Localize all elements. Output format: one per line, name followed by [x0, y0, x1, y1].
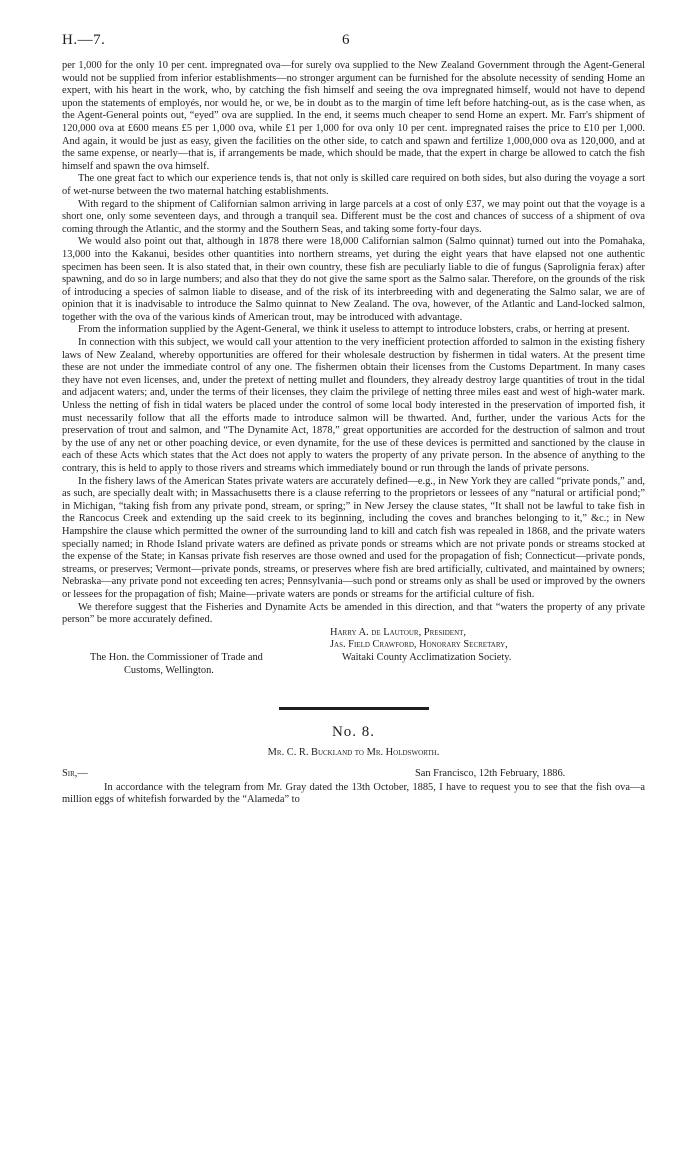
- document-reference: H.—7.: [62, 32, 106, 48]
- paragraph: per 1,000 for the only 10 per cent. impregnated ova—for surely ova supplied to the New Zealand Government through the Agent-General would not be supplied from inferior establishments—no stronger argument can be furnished for the absolute necessity of sending Home an expert, with his heart in the work, who, by catching the fish himself and seeing the ova impregnated himself, would not have to depend upon the statements of employés, nor would he, or we, be in doubt as to the margin of time left before hatching-out, as is the case when, as the Agent-General points out, “eyed” ova are supplied. In the end, it seems much cheaper to send Home an expert. Mr. Farr's shipment of 120,000 ova at £600 means £5 per 1,000 ova, while £1 per 1,000 for ova only 10 per cent. impregnated raises the price to £10 per 1,000. And again, it would be just as easy, given the facilities on the other side, to catch and spawn and fertilize 1,000,000 ova as 120,000, and at the same expense, or nearly—that is, if arrangements be made, which should be made, that the expert in charge be allowed to catch the fish himself and spawn the ova himself.: [62, 60, 645, 172]
- paragraph: With regard to the shipment of Californian salmon arriving in large parcels at a cost of only £37, we may point out that the voyage is a short one, only some seventeen days, and through a tranquil sea. Different must be the cost and chances of success of a shipment of ova coming through the Atlantic, and the stormy and the Southern Seas, and taking some forty-four days.: [62, 198, 645, 235]
- paragraph: In the fishery laws of the American States private waters are accurately defined—e.g., in New York they are called “private ponds,” and, as such, are specially dealt with; in Massachusetts there is a clause referring to the proprietors or lessees of any “natural or artificial pond;” in Michigan, “taking fish from any private pond, stream, or spring;” in New Jersey the clause states, “It shall not be lawful to take fish in the Rancocus Creek and extending up the said creek to its beginning, including the coves and branches belonging to it,” &c.; in New Hampshire the clause which permitted the owner of the surrounding land to kill and catch fish was repealed in 1868, and the private waters specially named; in Rhode Island private waters are defined as private ponds or streams which are not private ponds or streams stocked at the expense of the State; in Kansas private fish reserves are those owned and used for the propagation of fish; Connecticut—private ponds, streams, or preserves; Vermont—private ponds, streams, or preserves where fish are bred artificially, cultivated, and maintained by owners; Nebraska—any private pond not exceeding ten acres; Pennsylvania—such pond or streams only as shall be used or improved by the owners or lessees for the propagation of fish; Maine—private waters are ponds or streams for the artificial culture of fish.: [62, 475, 645, 600]
- correspondence-heading: Mr. C. R. Buckland to Mr. Holdsworth.: [267, 746, 440, 758]
- page-number: 6: [342, 32, 350, 48]
- salutation: Sir,—: [62, 767, 88, 779]
- letter-body: [62, 782, 645, 807]
- society-name: Waitaki County Acclimatization Society.: [342, 651, 512, 663]
- paragraph: From the information supplied by the Agent-General, we think it useless to attempt to introduce lobsters, crabs, or herring at present.: [78, 324, 630, 336]
- paragraph: The one great fact to which our experience tends is, that not only is skilled care required on both sides, but also during the voyage a sort of wet-nurse between the two maternal hatching establishments.: [62, 173, 645, 197]
- paragraph: In connection with this subject, we would call your attention to the very inefficient protection afforded to salmon in the existing fishery laws of New Zealand, whereby opportunities are offered for their wholesale destruction by fishermen in tidal waters. At the present time these are not under the immediate control of any one. The fishermen obtain their licenses from the Customs Department. In many cases they have not even licenses, and, under the pretext of netting mullet and flounders, they already destroy large quantities of trout in the tidal and adjacent waters; and, under the terms of their licenses, they claim the privilege of netting three miles east and west of high-water mark. Unless the netting of fish in tidal waters be placed under the control of some local body interested in the preservation of imported fish, it must necessarily follow that all the efforts made to introduce salmon will be thwarted. And, further, under the various Acts for the preservation of trout and salmon, and “The Dynamite Act, 1878,” great opportunities are accorded for the destruction of salmon and trout by the use of any net or other poaching device, or even dynamite, for the use of these devices is permitted and sanctioned by the clause in each of these Acts which states that the Act does not apply to waters the property of any private person. In the absence of anything to the contrary, this is held to apply to those rivers and streams which immediately bound or run through the lands of private persons.: [62, 337, 645, 474]
- paragraph: We therefore suggest that the Fisheries and Dynamite Acts be amended in this direction, and that “waters the property of any private person” be more accurately defined.: [62, 601, 645, 626]
- section-divider: [279, 707, 429, 710]
- page-header: [62, 32, 645, 60]
- document-page: [62, 32, 645, 807]
- signature-block: [62, 627, 645, 693]
- signatory-secretary: Jas. Field Crawford, Honorary Secretary,: [330, 639, 508, 651]
- report-body: [62, 60, 645, 627]
- letter-header: [62, 764, 645, 780]
- place-date: San Francisco, 12th February, 1886.: [415, 767, 566, 779]
- section-number: No. 8.: [331, 723, 376, 740]
- paragraph: In accordance with the telegram from Mr. Gray dated the 13th October, 1885, I have to request you to see that the fish ova—a million eggs of whitefish forwarded by the “Alameda” to: [62, 781, 645, 806]
- paragraph: We would also point out that, although in 1878 there were 18,000 Californian salmon (Salmo quinnat) turned out into the Pomahaka, 13,000 into the Kakanui, besides other quantities into northern streams, yet during the eight years that have elapsed not one authentic specimen has been seen. It is also stated that, in their own country, these fish are peculiarly liable to die of fungus (Saprolignia ferax) after spawning, and do so in large numbers; and also that they do not give the same sport as the Salmo salar. Therefore, on the grounds of the risk of introducing a species of salmon liable to disease, and of the risk of its interbreeding with and degenerating the Salmo salar, we are of opinion that it is inadvisable to introduce the Salmo quinnat to New Zealand. The ova, however, of the Atlantic and Land-locked salmon, together with the ova of the various kinds of American trout, may be introduced with advantage.: [62, 236, 645, 323]
- recipient-line-2: Customs, Wellington.: [124, 664, 214, 676]
- recipient-line-1: The Hon. the Commissioner of Trade and: [90, 651, 263, 663]
- signatory-president: Harry A. de Lautour, President,: [330, 626, 467, 638]
